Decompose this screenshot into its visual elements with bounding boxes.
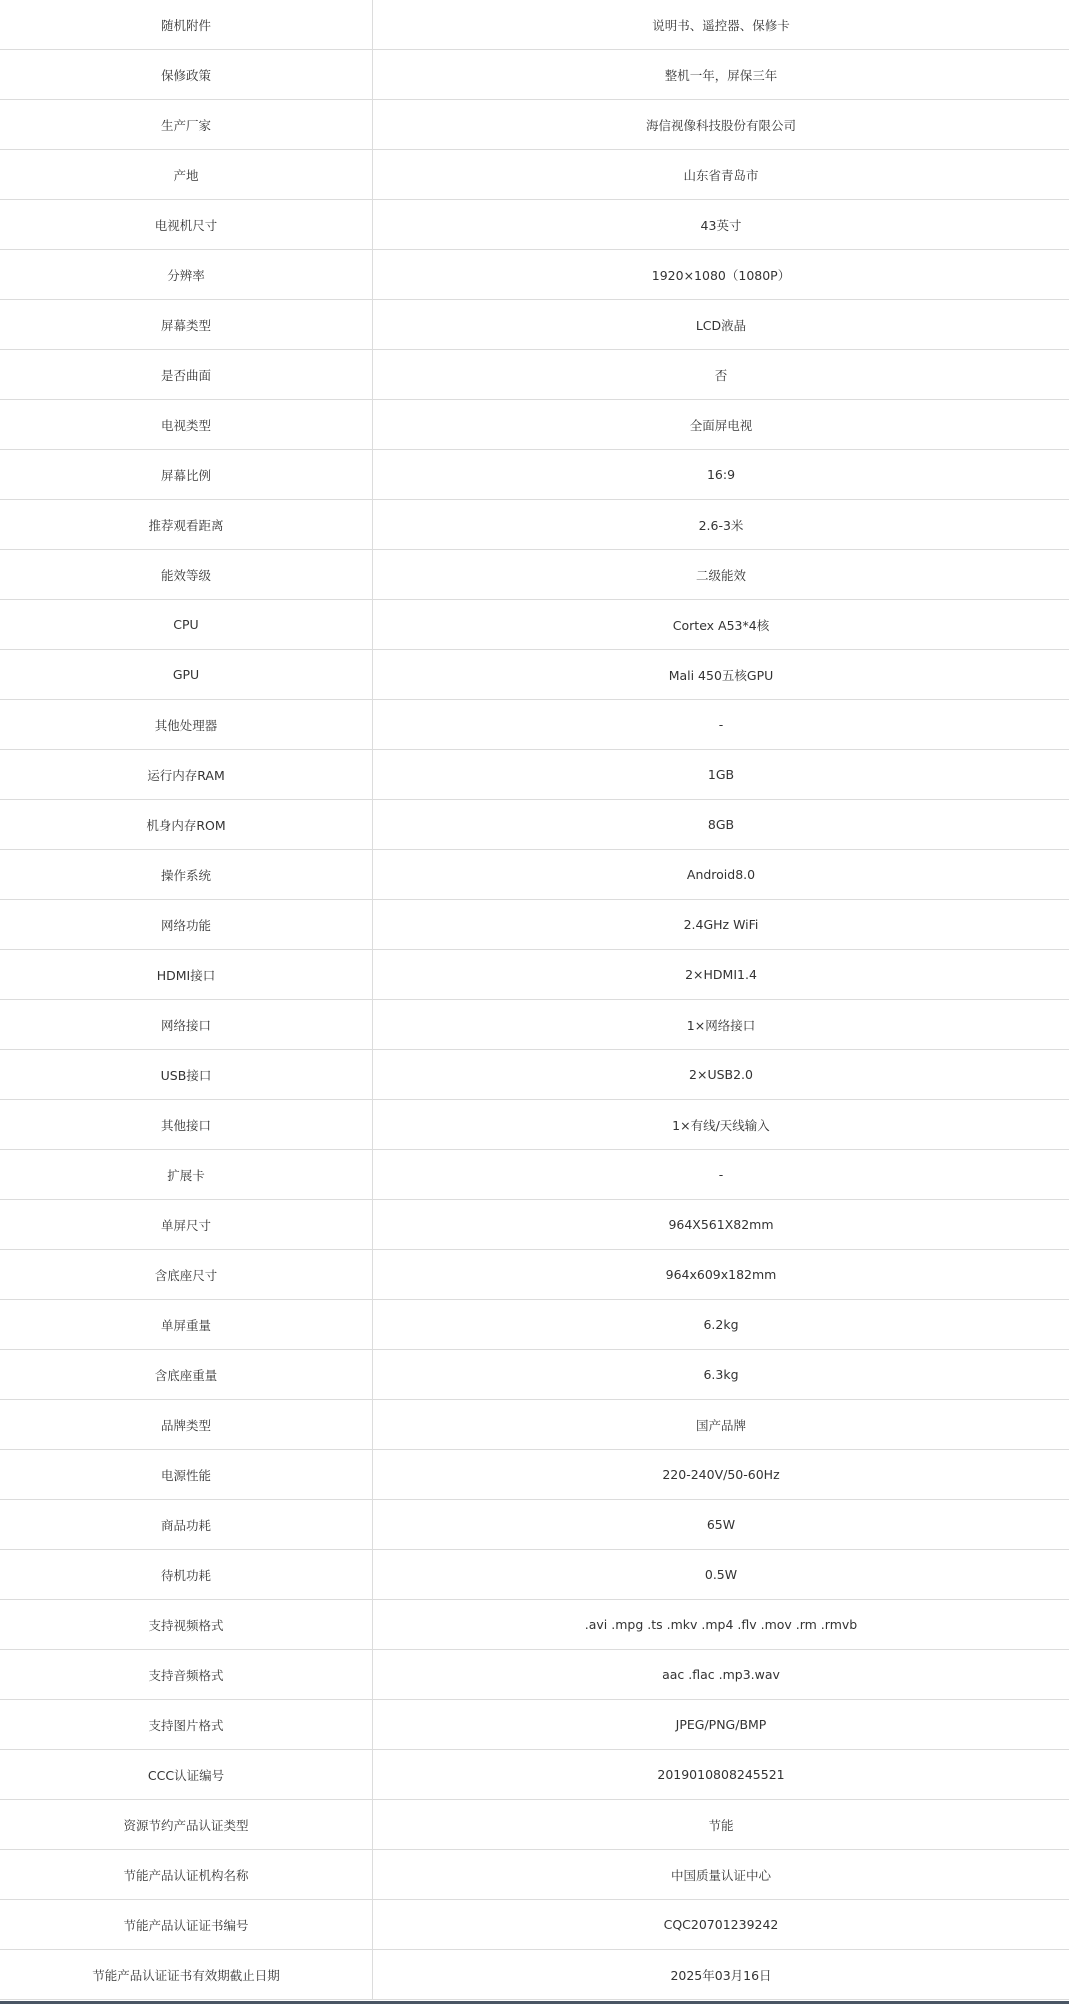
spec-label: 网络接口 — [0, 1000, 373, 1050]
spec-label: 能效等级 — [0, 550, 373, 600]
spec-value: - — [373, 700, 1069, 750]
spec-value: 整机一年，屏保三年 — [373, 50, 1069, 100]
spec-row — [0, 1550, 1069, 1600]
spec-row — [0, 700, 1069, 750]
spec-label: 扩展卡 — [0, 1150, 373, 1200]
spec-label: 运行内存RAM — [0, 750, 373, 800]
spec-label: 待机功耗 — [0, 1550, 373, 1600]
spec-label: CPU — [0, 600, 373, 650]
spec-row — [0, 1050, 1069, 1100]
spec-value: Mali 450五核GPU — [373, 650, 1069, 700]
spec-row — [0, 650, 1069, 700]
spec-row — [0, 1500, 1069, 1550]
spec-row — [0, 1150, 1069, 1200]
spec-label: 单屏重量 — [0, 1300, 373, 1350]
spec-row — [0, 1650, 1069, 1700]
spec-value: 否 — [373, 350, 1069, 400]
spec-value: 220-240V/50-60Hz — [373, 1450, 1069, 1500]
spec-value: 6.2kg — [373, 1300, 1069, 1350]
spec-row — [0, 450, 1069, 500]
spec-label: 保修政策 — [0, 50, 373, 100]
spec-label: 资源节约产品认证类型 — [0, 1800, 373, 1850]
spec-value: 43英寸 — [373, 200, 1069, 250]
spec-value: JPEG/PNG/BMP — [373, 1700, 1069, 1750]
spec-row — [0, 1350, 1069, 1400]
spec-value: 964X561X82mm — [373, 1200, 1069, 1250]
spec-value: 2.6-3米 — [373, 500, 1069, 550]
spec-label: 电视类型 — [0, 400, 373, 450]
spec-label: 分辨率 — [0, 250, 373, 300]
spec-row — [0, 300, 1069, 350]
spec-value: 国产品牌 — [373, 1400, 1069, 1450]
spec-row — [0, 1950, 1069, 2000]
spec-label: 屏幕比例 — [0, 450, 373, 500]
spec-value: 2×HDMI1.4 — [373, 950, 1069, 1000]
spec-label: 含底座尺寸 — [0, 1250, 373, 1300]
spec-row — [0, 1300, 1069, 1350]
spec-value: .avi .mpg .ts .mkv .mp4 .flv .mov .rm .rmvb — [373, 1600, 1069, 1650]
spec-label: 网络功能 — [0, 900, 373, 950]
spec-label: 是否曲面 — [0, 350, 373, 400]
spec-label: 屏幕类型 — [0, 300, 373, 350]
spec-value: 0.5W — [373, 1550, 1069, 1600]
spec-value: 说明书、遥控器、保修卡 — [373, 0, 1069, 50]
spec-value: CQC20701239242 — [373, 1900, 1069, 1950]
spec-value: 964x609x182mm — [373, 1250, 1069, 1300]
spec-label: 支持图片格式 — [0, 1700, 373, 1750]
spec-label: 含底座重量 — [0, 1350, 373, 1400]
spec-label: 品牌类型 — [0, 1400, 373, 1450]
spec-label: 节能产品认证证书有效期截止日期 — [0, 1950, 373, 2000]
spec-row — [0, 550, 1069, 600]
spec-label: 单屏尺寸 — [0, 1200, 373, 1250]
spec-row — [0, 1750, 1069, 1800]
spec-row — [0, 1400, 1069, 1450]
spec-value: Android8.0 — [373, 850, 1069, 900]
spec-row — [0, 850, 1069, 900]
spec-row — [0, 1100, 1069, 1150]
spec-row — [0, 1250, 1069, 1300]
spec-label: HDMI接口 — [0, 950, 373, 1000]
spec-label: 商品功耗 — [0, 1500, 373, 1550]
spec-label: USB接口 — [0, 1050, 373, 1100]
spec-value: 海信视像科技股份有限公司 — [373, 100, 1069, 150]
spec-row — [0, 150, 1069, 200]
spec-value: 全面屏电视 — [373, 400, 1069, 450]
spec-label: 生产厂家 — [0, 100, 373, 150]
spec-row — [0, 0, 1069, 50]
spec-value: 二级能效 — [373, 550, 1069, 600]
spec-label: CCC认证编号 — [0, 1750, 373, 1800]
spec-row — [0, 900, 1069, 950]
spec-value: 8GB — [373, 800, 1069, 850]
spec-row — [0, 1000, 1069, 1050]
spec-value: 2019010808245521 — [373, 1750, 1069, 1800]
spec-row — [0, 1900, 1069, 1950]
spec-value: 1GB — [373, 750, 1069, 800]
spec-value: 1920×1080（1080P） — [373, 250, 1069, 300]
spec-label: 节能产品认证证书编号 — [0, 1900, 373, 1950]
spec-value: 16:9 — [373, 450, 1069, 500]
spec-row — [0, 50, 1069, 100]
spec-row — [0, 1800, 1069, 1850]
spec-label: 电视机尺寸 — [0, 200, 373, 250]
spec-label: 节能产品认证机构名称 — [0, 1850, 373, 1900]
spec-value: 65W — [373, 1500, 1069, 1550]
spec-row — [0, 800, 1069, 850]
spec-label: 其他接口 — [0, 1100, 373, 1150]
spec-row — [0, 400, 1069, 450]
spec-value: 山东省青岛市 — [373, 150, 1069, 200]
spec-row — [0, 1850, 1069, 1900]
spec-label: 支持音频格式 — [0, 1650, 373, 1700]
spec-label: 操作系统 — [0, 850, 373, 900]
spec-value: 2.4GHz WiFi — [373, 900, 1069, 950]
spec-row — [0, 1600, 1069, 1650]
spec-label: 机身内存ROM — [0, 800, 373, 850]
spec-label: 产地 — [0, 150, 373, 200]
spec-label: GPU — [0, 650, 373, 700]
spec-value: 节能 — [373, 1800, 1069, 1850]
spec-row — [0, 200, 1069, 250]
spec-label: 其他处理器 — [0, 700, 373, 750]
spec-row — [0, 100, 1069, 150]
spec-row — [0, 600, 1069, 650]
spec-value: 2025年03月16日 — [373, 1950, 1069, 2000]
spec-value: 1×网络接口 — [373, 1000, 1069, 1050]
spec-label: 推荐观看距离 — [0, 500, 373, 550]
spec-label: 随机附件 — [0, 0, 373, 50]
spec-label: 支持视频格式 — [0, 1600, 373, 1650]
spec-value: - — [373, 1150, 1069, 1200]
spec-row — [0, 1200, 1069, 1250]
spec-row — [0, 350, 1069, 400]
spec-value: LCD液晶 — [373, 300, 1069, 350]
spec-value: 6.3kg — [373, 1350, 1069, 1400]
spec-row — [0, 500, 1069, 550]
spec-value: aac .flac .mp3.wav — [373, 1650, 1069, 1700]
spec-value: 1×有线/天线输入 — [373, 1100, 1069, 1150]
spec-value: 中国质量认证中心 — [373, 1850, 1069, 1900]
spec-row — [0, 1450, 1069, 1500]
spec-row — [0, 250, 1069, 300]
spec-label: 电源性能 — [0, 1450, 373, 1500]
spec-row — [0, 750, 1069, 800]
spec-row — [0, 950, 1069, 1000]
spec-value: 2×USB2.0 — [373, 1050, 1069, 1100]
spec-row — [0, 1700, 1069, 1750]
spec-value: Cortex A53*4核 — [373, 600, 1069, 650]
